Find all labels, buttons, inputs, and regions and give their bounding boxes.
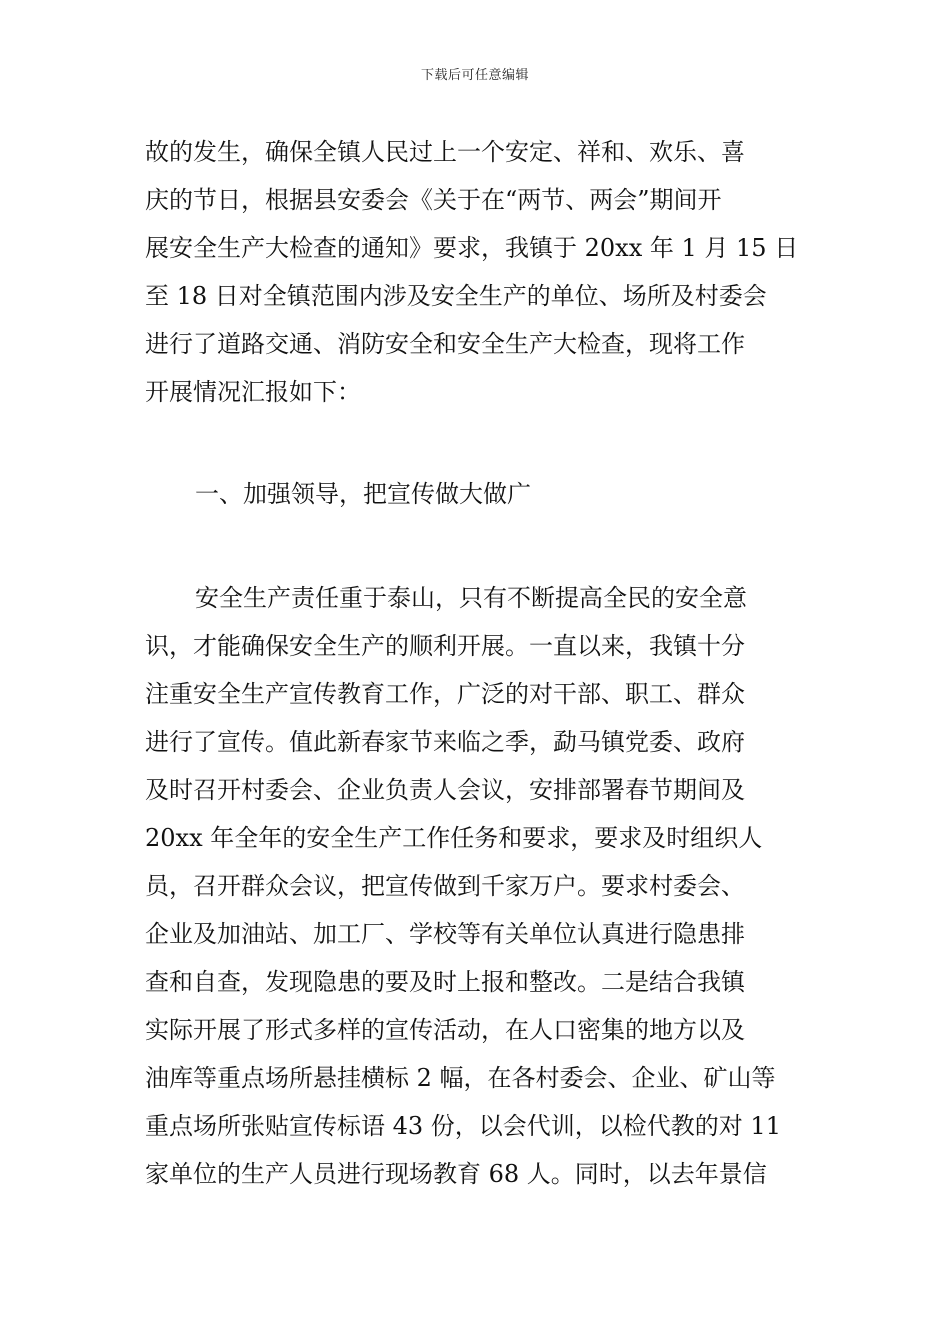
paragraph-line: 及时召开村委会、企业负责人会议，安排部署春节期间及 [145,776,745,804]
paragraph-line: 家单位的生产人员进行现场教育 68 人。同时，以去年景信 [145,1160,767,1188]
paragraph-line: 进行了道路交通、消防安全和安全生产大检查，现将工作 [145,330,745,358]
paragraph-line: 至 18 日对全镇范围内涉及安全生产的单位、场所及村委会 [145,282,767,310]
section-heading: 一、加强领导，把宣传做大做广 [195,480,531,508]
paragraph-line: 故的发生，确保全镇人民过上一个安定、祥和、欢乐、喜 [145,138,745,166]
paragraph-line: 企业及加油站、加工厂、学校等有关单位认真进行隐患排 [145,920,745,948]
paragraph-line: 识，才能确保安全生产的顺利开展。一直以来，我镇十分 [145,632,745,660]
paragraph-line: 重点场所张贴宣传标语 43 份，以会代训，以检代教的对 11 [145,1112,781,1140]
page-header: 下载后可任意编辑 [420,68,529,83]
paragraph-line: 员，召开群众会议，把宣传做到千家万户。要求村委会、 [145,872,745,900]
paragraph-line: 安全生产责任重于泰山，只有不断提高全民的安全意 [195,584,747,612]
paragraph-line: 开展情况汇报如下： [145,378,361,406]
paragraph-line: 庆的节日，根据县安委会《关于在“两节、两会”期间开 [145,186,722,214]
paragraph-line: 查和自查，发现隐患的要及时上报和整改。二是结合我镇 [145,968,745,996]
paragraph-line: 注重安全生产宣传教育工作，广泛的对干部、职工、群众 [145,680,745,708]
paragraph-line: 展安全生产大检查的通知》要求，我镇于 20xx 年 1 月 15 日 [145,234,799,262]
paragraph-line: 20xx 年全年的安全生产工作任务和要求，要求及时组织人 [145,824,763,852]
paragraph-line: 实际开展了形式多样的宣传活动，在人口密集的地方以及 [145,1016,745,1044]
paragraph-line: 油库等重点场所悬挂横标 2 幅，在各村委会、企业、矿山等 [145,1064,776,1092]
paragraph-line: 进行了宣传。值此新春家节来临之季，勐马镇党委、政府 [145,728,745,756]
